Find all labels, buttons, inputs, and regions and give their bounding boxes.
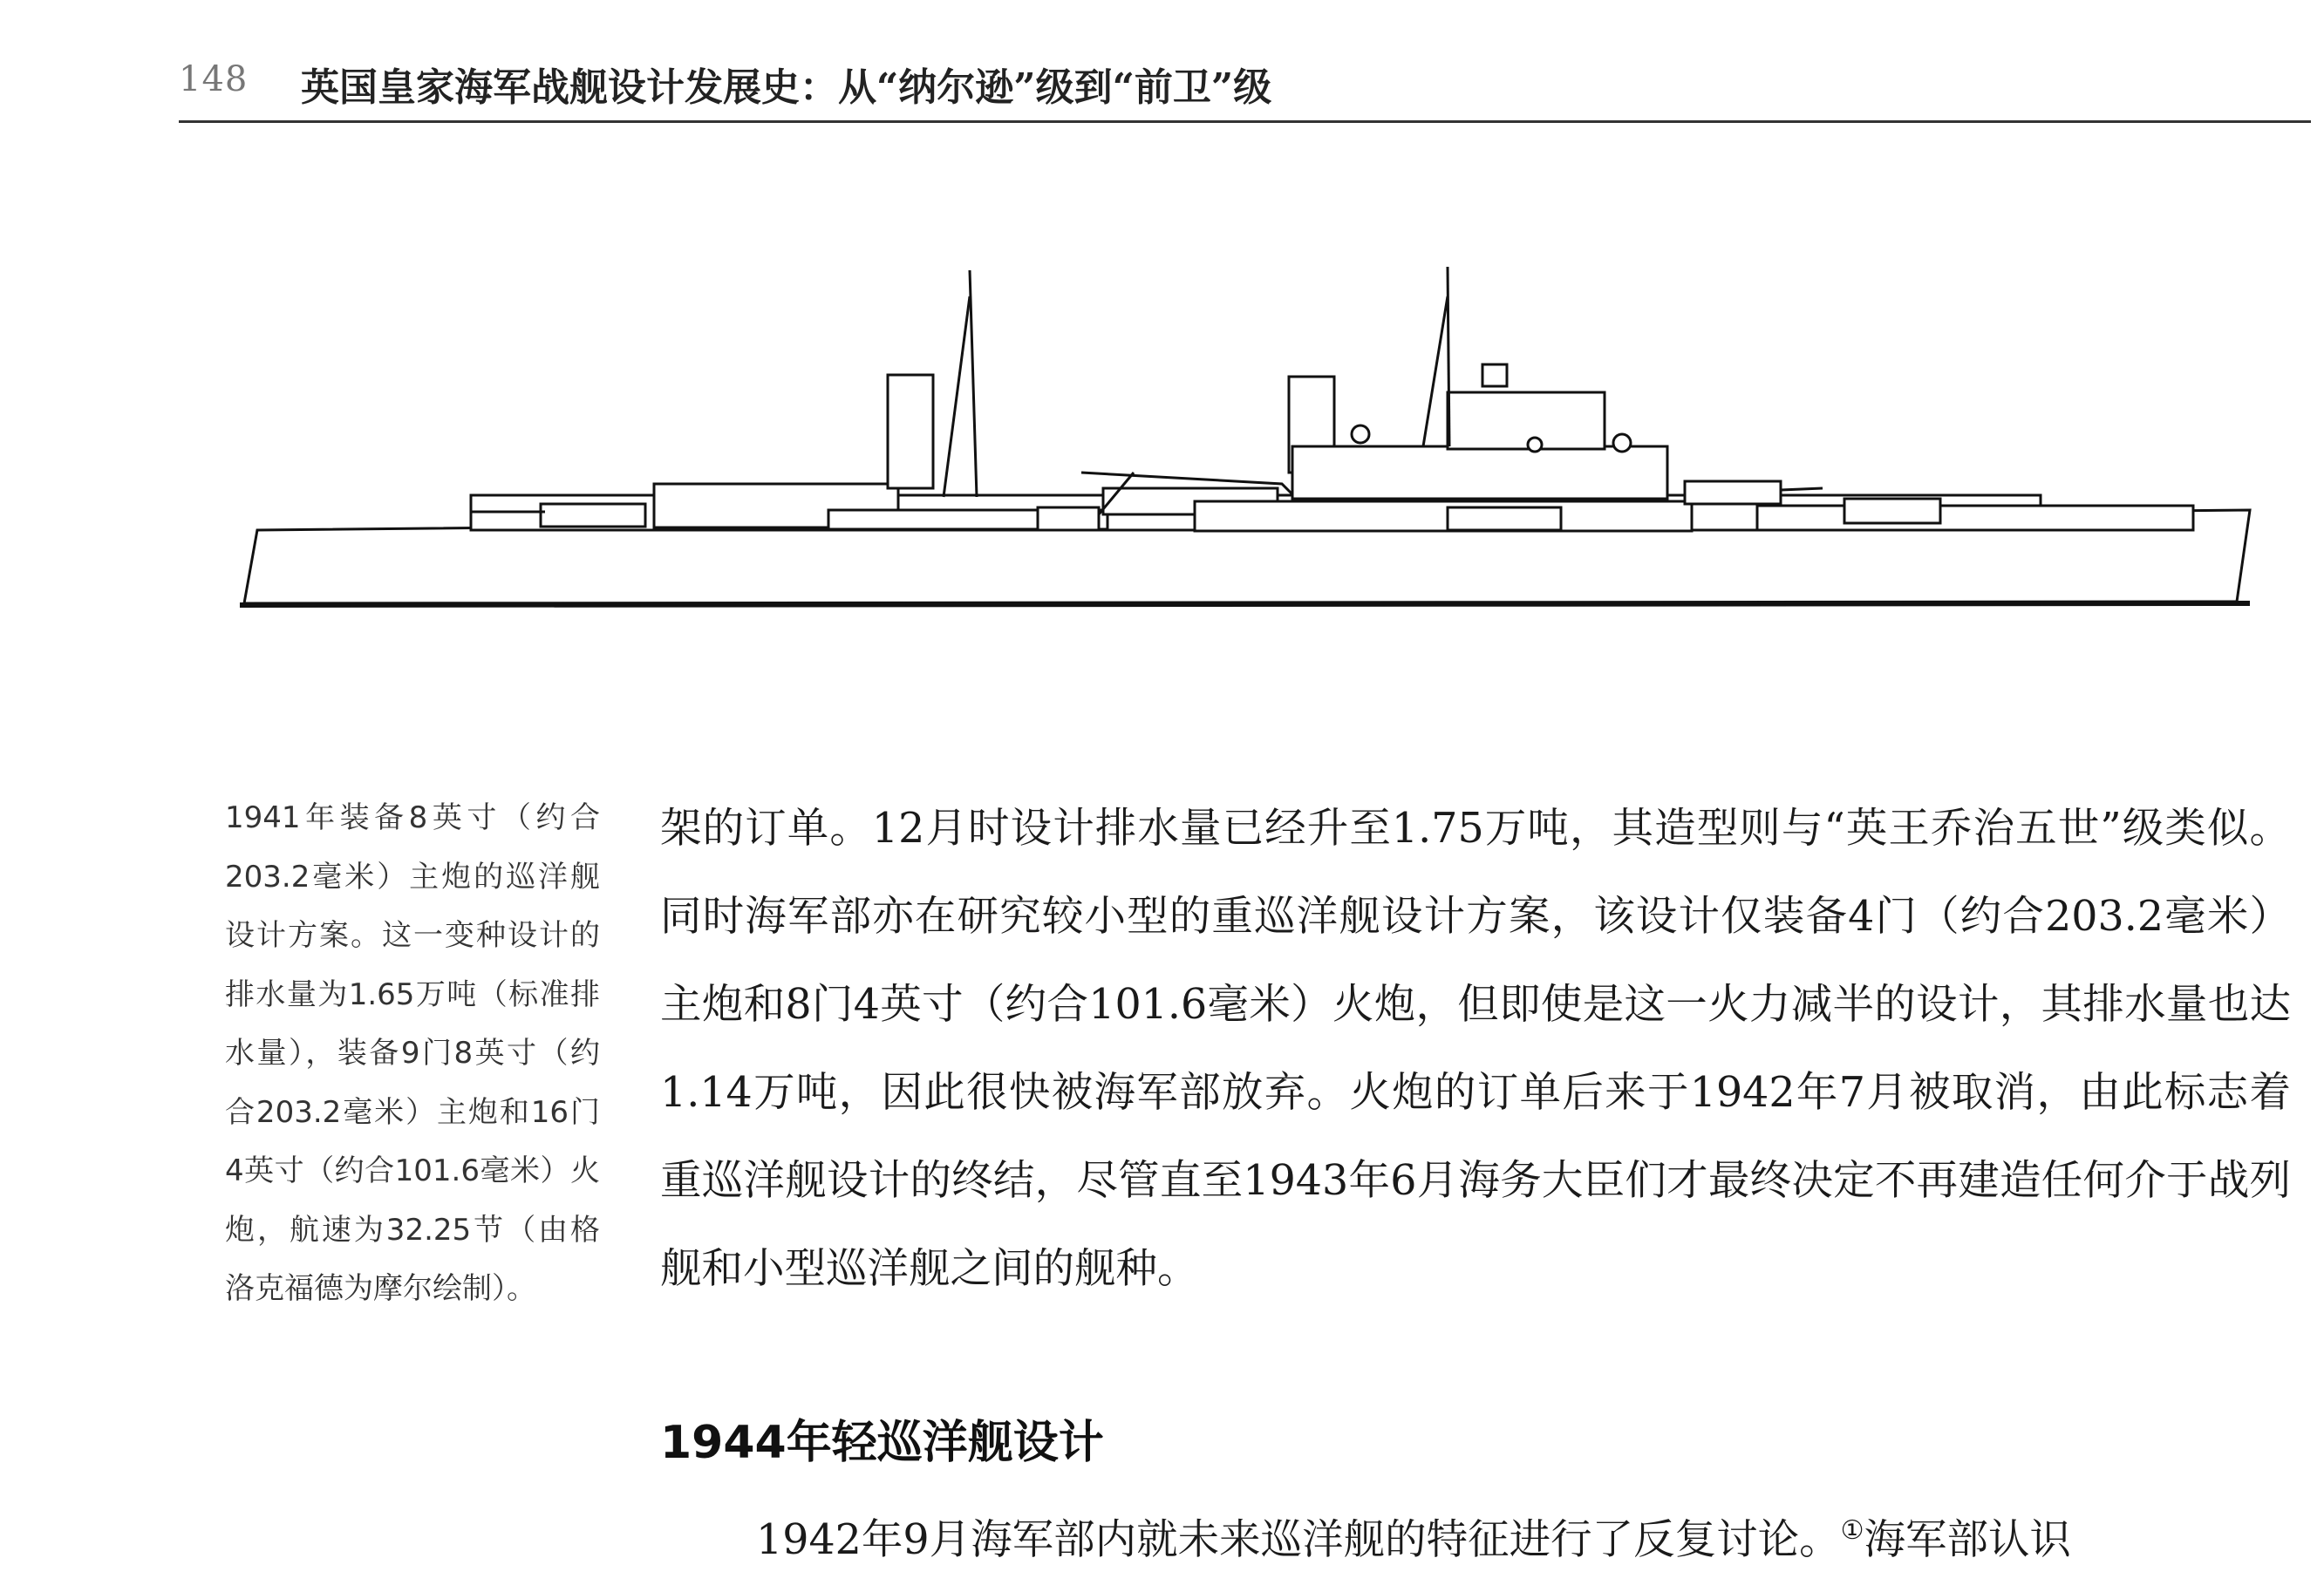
cruiser-profile-drawing-icon <box>227 262 2285 628</box>
running-header <box>179 52 2307 122</box>
section-paragraph-cont: 海军部认识 <box>1864 1515 2072 1564</box>
figure-caption: 1941年装备8英寸（约合203.2毫米）主炮的巡洋舰设计方案。这一变种设计的排水量为1.65万吨（标准排水量），装备9门8英寸（约合203.2毫米）主炮和16门4英寸（约合101.6毫米）火炮，航速为32.25节（由格洛克福德为摩尔绘制）。 <box>225 800 600 1306</box>
page-number: 148 <box>179 59 249 99</box>
cruiser-profile-figure <box>227 262 2285 628</box>
footnote-marker[interactable]: ① <box>1840 1515 1864 1546</box>
running-title: 英国皇家海军战舰设计发展史：从“纳尔逊”级到“前卫”级 <box>301 65 1272 110</box>
body-paragraph: 架的订单。12月时设计排水量已经升至1.75万吨，其造型则与“英王乔治五世”级类似。同时海军部亦在研究较小型的重巡洋舰设计方案，该设计仅装备4门（约合203.2毫米）主炮和8门4英寸（约合101.6毫米）火炮，但即使是这一火力减半的设计，其排水量也达1.14万吨，因此很快被海军部放弃。火炮的订单后来于1942年7月被取消，由此标志着重巡洋舰设计的终结，尽管直至1943年6月海务大臣们才最终决定不再建造任何介于战列舰和小型巡洋舰之间的舰种。 <box>660 805 2291 1293</box>
section-paragraph <box>756 1487 2308 1584</box>
section-heading: 1944年轻巡洋舰设计 <box>660 1417 1104 1469</box>
section-paragraph-start: 1942年9月海军部内就未来巡洋舰的特征进行了反复讨论。 <box>756 1515 1841 1564</box>
header-rule <box>179 120 2311 123</box>
